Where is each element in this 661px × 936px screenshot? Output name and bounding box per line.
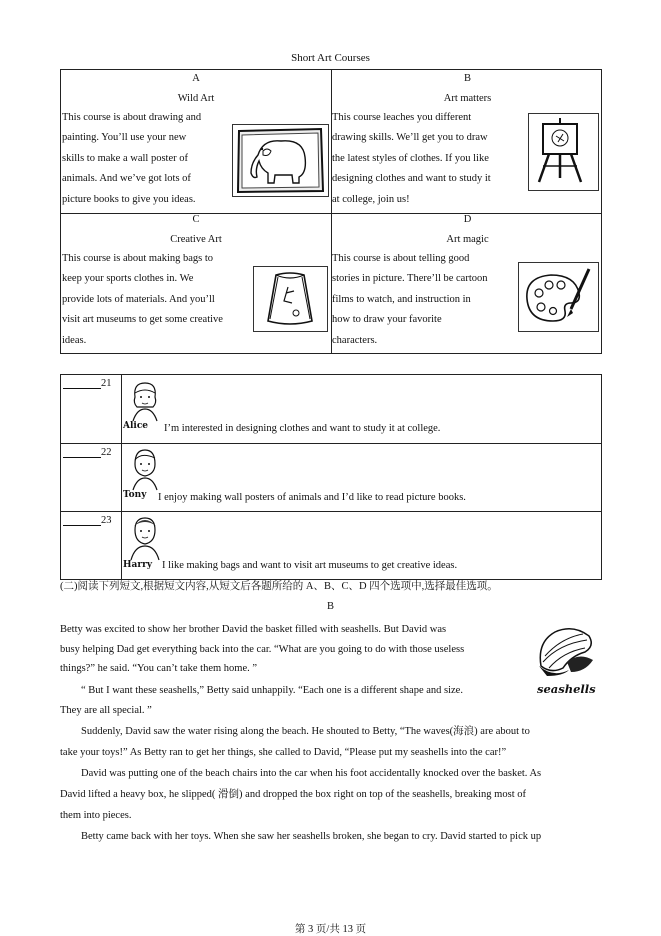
passage-line: David lifted a heavy box, he slipped( 滑倒) and dropped the box right on top of the seashells, breaking most of <box>60 789 526 800</box>
course-description <box>332 108 491 210</box>
question-number: 23 <box>101 515 112 526</box>
section-instruction: (二)阅读下列短文,根据短文内容,从短文后各题所给的 A、B、C、D 四个选项中,选择最佳选项。 <box>60 581 498 592</box>
description-line: drawing skills. We’ll get you to draw <box>332 132 488 144</box>
course-letter: A <box>192 73 200 84</box>
paint-palette-icon <box>518 262 599 332</box>
easel-icon <box>528 113 599 191</box>
description-line: This course leaches you different <box>332 112 472 123</box>
passage-line: take your toys!” As Betty ran to get her things, she called to David, “Please put my seashells into the car!” <box>60 747 507 758</box>
page-footer: 第 3 页/共 13 页 <box>294 924 367 935</box>
passage-line: them into pieces. <box>60 810 132 821</box>
description-line: picture books to give you ideas. <box>62 193 196 205</box>
description-line: animals. And we’ve got lots of <box>62 173 191 185</box>
question-number: 21 <box>101 378 112 389</box>
description-line: painting. You’ll use your new <box>62 132 187 144</box>
answer-blank[interactable] <box>63 515 112 526</box>
person-name: Tony <box>123 490 147 500</box>
description-line: stories in picture. There’ll be cartoon <box>332 273 488 285</box>
course-name: Art magic <box>446 234 489 245</box>
course-name: Art matters <box>443 93 492 104</box>
seashells-label: seashells <box>537 682 596 696</box>
description-line: how to draw your favorite <box>332 314 442 326</box>
description-line: at college, join us! <box>332 193 410 205</box>
question-row <box>61 511 601 579</box>
course-description <box>62 108 201 210</box>
course-name: Creative Art <box>170 234 222 245</box>
course-d-cell <box>332 214 603 355</box>
passage-line: Betty was excited to show her brother David the basket filled with seashells. But David was <box>60 624 447 635</box>
course-letter: C <box>192 214 200 225</box>
course-description <box>62 249 223 351</box>
drawstring-bag-icon <box>253 266 328 332</box>
question-number: 22 <box>101 447 112 458</box>
matching-table <box>60 374 602 580</box>
course-c-cell <box>61 214 331 355</box>
description-line: characters. <box>332 334 378 346</box>
description-line: keep your sports clothes in. We <box>62 273 194 285</box>
question-row <box>61 375 601 443</box>
answer-blank[interactable] <box>63 378 112 389</box>
course-b-cell <box>332 70 603 213</box>
description-line: provide lots of materials. And you’ll <box>62 293 215 305</box>
course-description <box>332 249 488 351</box>
course-a-cell <box>61 70 331 213</box>
course-name: Wild Art <box>177 93 215 104</box>
passage-line: They are all special. ” <box>60 705 152 716</box>
passage-line: things?” he said. “You can’t take them home. ” <box>60 663 258 674</box>
passage-line: Betty came back with her toys. When she saw her seashells broken, she began to cry. David started to pick up <box>81 831 542 842</box>
description-line: This course is about drawing and <box>62 112 202 123</box>
seashells-icon <box>533 622 597 678</box>
description-line: skills to make a wall poster of <box>62 152 188 164</box>
question-row <box>61 443 601 511</box>
description-line: This course is about telling good <box>332 253 470 264</box>
description-line: designing clothes and want to study it <box>332 173 491 185</box>
passage-line: busy helping Dad get everything back into the car. “What are you going to do with those useless <box>60 644 465 655</box>
question-statement: I’m interested in designing clothes and want to study it at college. <box>164 423 441 434</box>
question-statement: I enjoy making wall posters of animals and I’d like to read picture books. <box>158 492 466 503</box>
description-line: ideas. <box>62 334 87 346</box>
answer-blank[interactable] <box>63 447 112 458</box>
person-name: Alice <box>123 421 149 431</box>
passage-line: Suddenly, David saw the water rising along the beach. He shouted to Betty, “The waves(海浪) are about to <box>81 726 530 737</box>
description-line: visit art museums to get some creative <box>62 314 223 326</box>
passage-line: “ But I want these seashells,” Betty said unhappily. “Each one is a different shape and size. <box>81 685 463 696</box>
description-line: This course is about making bags to <box>62 253 214 264</box>
description-line: films to watch, and instruction in <box>332 293 471 305</box>
question-statement: I like making bags and want to visit art museums to get creative ideas. <box>162 560 458 571</box>
course-letter: D <box>463 214 472 225</box>
description-line: the latest styles of clothes. If you like <box>332 152 489 164</box>
course-letter: B <box>463 73 471 84</box>
page-title: Short Art Courses <box>291 52 370 64</box>
elephant-drawing-icon <box>232 124 329 197</box>
passage-line: David was putting one of the beach chairs into the car when his foot accidentally knocked over the basket. As <box>81 768 542 779</box>
passage-label: B <box>326 601 334 612</box>
courses-table <box>60 69 602 354</box>
person-name: Harry <box>123 560 153 570</box>
